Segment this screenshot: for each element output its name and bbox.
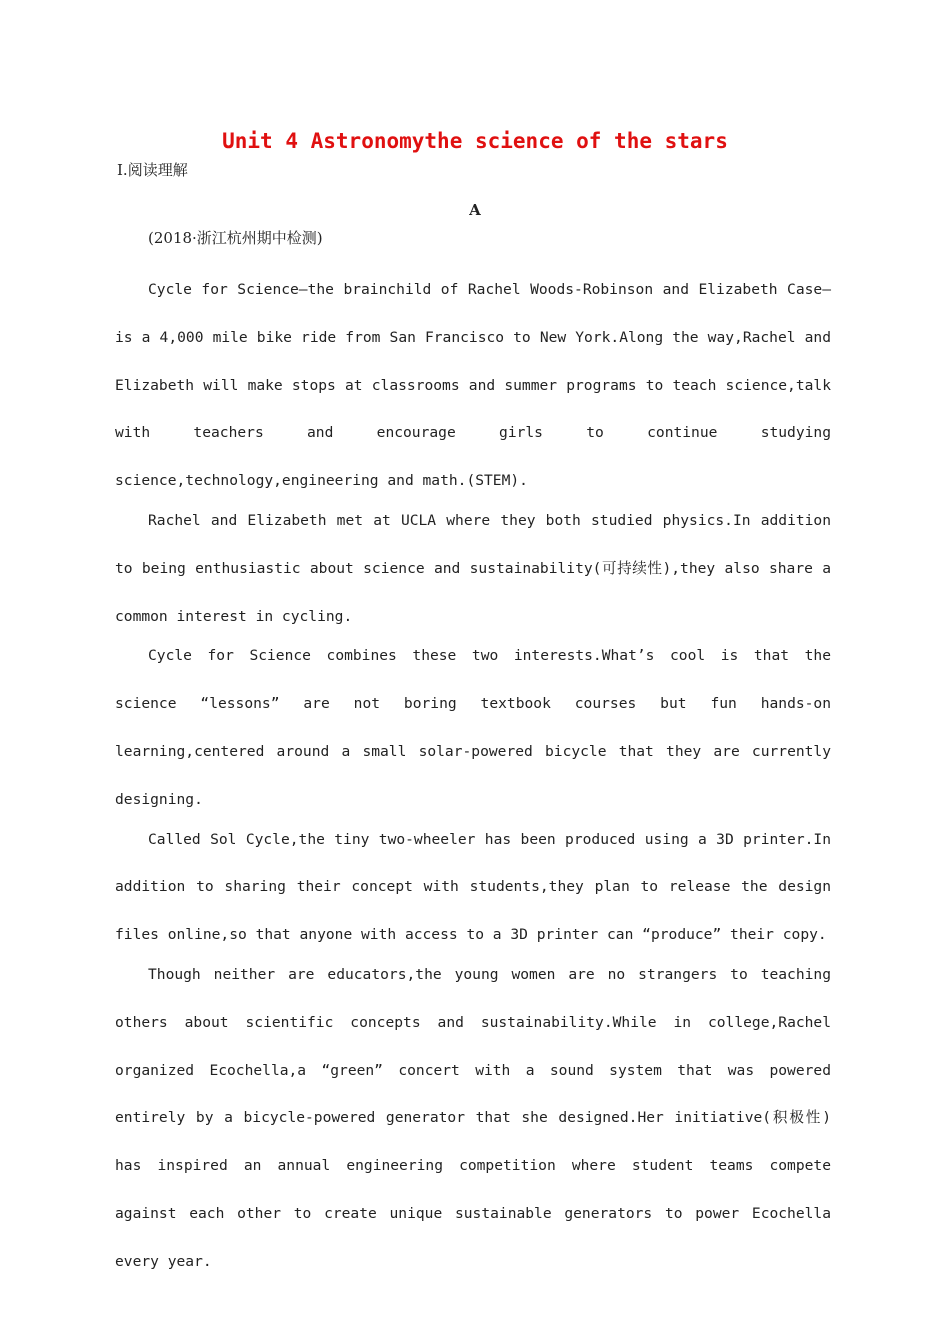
- section-heading: Ⅰ.阅读理解: [117, 161, 188, 179]
- paragraph: Though neither are educators,the young women are no strangers to teaching others about scientific concepts and sustainability.While in college,Rachel organized Ecochella,a “green” concert with a sound system that was powered entirely by a bicycle-powered generator that she designed.Her initiative(积极性) has inspired an annual engineering competition where student teams compete against each other to create unique sustainable generators to power Ecochella every year.: [115, 965, 831, 1270]
- passage-letter: A: [469, 201, 481, 219]
- passage-body: [115, 266, 831, 1286]
- paragraph: Called Sol Cycle,the tiny two-wheeler has been produced using a 3D printer.In addition to sharing their concept with students,they plan to release the design files online,so that anyone with access to a 3D printer can “produce” their copy.: [115, 830, 831, 944]
- paragraph: Rachel and Elizabeth met at UCLA where they both studied physics.In addition to being enthusiastic about science and sustainability(可持续性),they also share a common interest in cycling.: [115, 511, 831, 625]
- document-title: Unit 4 Astronomythe science of the stars: [222, 129, 728, 153]
- paragraph: Cycle for Science—the brainchild of Rachel Woods-Robinson and Elizabeth Case—is a 4,000 mile bike ride from San Francisco to New York.Along the way,Rachel and Elizabeth will make stops at classrooms and summer programs to teach science,talk with teachers and encourage girls to continue studying science,technology,engineering and math.(STEM).: [115, 281, 831, 490]
- passage-source: (2018·浙江杭州期中检测): [148, 229, 323, 247]
- paragraph: Cycle for Science combines these two interests.What’s cool is that the science “lessons” are not boring textbook courses but fun hands-on learning,centered around a small solar-powered bicycle that they are currently designing.: [115, 647, 831, 808]
